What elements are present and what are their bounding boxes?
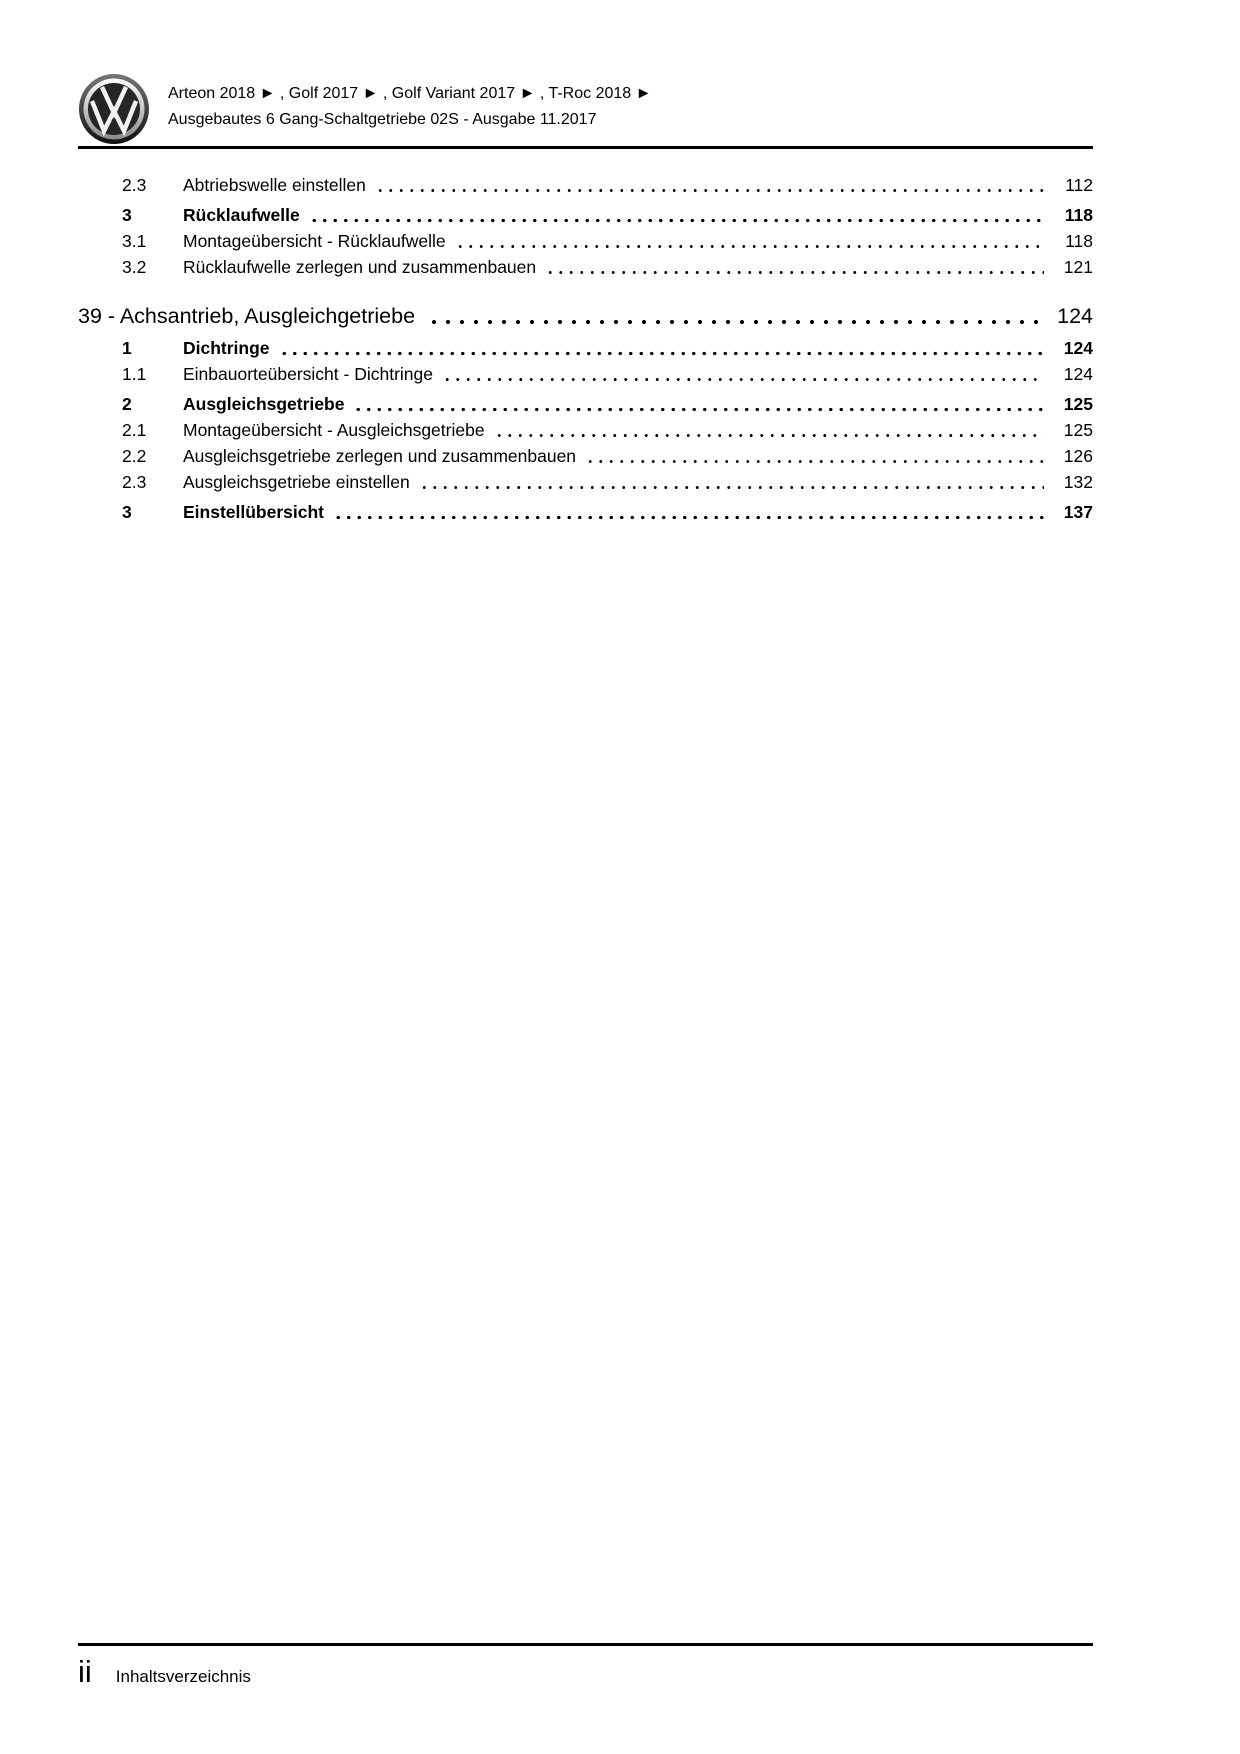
dotted-leader [353,407,1044,412]
footer-divider [78,1643,1093,1646]
header-text [168,75,1093,133]
toc-entry-number: 2.3 [122,175,147,195]
toc-entry-row[interactable] [78,228,1093,254]
toc-entry-row[interactable] [78,361,1093,387]
toc-entry-page: 124 [1057,304,1093,328]
toc-chapter-row[interactable] [78,301,1093,331]
toc-entry-number: 3.2 [122,257,147,277]
toc-entry-row[interactable] [78,469,1093,495]
toc-entry-page: 121 [1063,257,1093,277]
toc-entry-number: 2.1 [122,420,147,440]
toc-entry-row[interactable] [78,335,1093,361]
toc-entry-number: 2 [122,394,132,414]
toc-entry-number: 3 [122,502,132,522]
toc-entry-page: 126 [1063,446,1093,466]
page-footer [78,1652,251,1692]
toc-entry-page: 125 [1063,420,1093,440]
page-header [78,75,1093,133]
toc-entry-number: 2.3 [122,472,147,492]
toc-entry-page: 124 [1063,338,1093,358]
toc-entry-row[interactable] [78,254,1093,280]
toc-entry-number: 3 [122,205,132,225]
header-models-line: Arteon 2018 ► , Golf 2017 ► , Golf Variant 2017 ► , T-Roc 2018 ► [168,85,652,102]
header-subtitle-line: Ausgebautes 6 Gang-Schaltgetriebe 02S - Ausgabe 11.2017 [168,111,597,128]
toc-entry-title: Abtriebswelle einstellen [183,175,366,195]
toc-entry-title: Ausgleichsgetriebe [183,394,345,414]
toc-entry-number: 2.2 [122,446,147,466]
header-divider [78,146,1093,149]
dotted-leader [455,244,1044,249]
toc-entry-row[interactable] [78,417,1093,443]
toc-entry-title: Montageübersicht - Ausgleichsgetriebe [183,420,485,440]
toc-entry-page: 124 [1063,364,1093,384]
toc-entry-title: Einstellübersicht [183,502,325,522]
toc-entry-row[interactable] [78,391,1093,417]
toc-entry-row[interactable] [78,202,1093,228]
toc-entry-title: 39 - Achsantrieb, Ausgleichgetriebe [78,304,416,328]
toc-entry-page: 125 [1063,394,1093,414]
footer-page-number: ii [78,1654,92,1689]
toc-entry-number: 1.1 [122,364,147,384]
footer-section-label: Inhaltsverzeichnis [115,1667,251,1686]
dotted-leader [442,377,1044,382]
dotted-leader [494,433,1044,438]
dotted-leader [419,485,1044,490]
toc-entry-page: 118 [1064,205,1093,225]
toc-entry-title: Dichtringe [183,338,270,358]
toc-entry-row[interactable] [78,499,1093,525]
toc-entry-row[interactable] [78,443,1093,469]
dotted-leader [309,218,1044,223]
toc-entry-row[interactable] [78,172,1093,198]
dotted-leader [333,515,1044,520]
toc [78,172,1093,525]
dotted-leader [375,188,1044,193]
toc-entry-page: 112 [1065,175,1093,195]
toc-entry-title: Montageübersicht - Rücklaufwelle [183,231,446,251]
dotted-leader [545,270,1044,275]
dotted-leader [427,319,1045,325]
toc-entry-title: Rücklaufwelle [183,205,300,225]
toc-entry-title: Ausgleichsgetriebe einstellen [183,472,410,492]
toc-entry-page: 118 [1065,231,1093,251]
toc-entry-number: 3.1 [122,231,147,251]
toc-entry-title: Einbauorteübersicht - Dichtringe [183,364,433,384]
toc-entry-page: 132 [1063,472,1093,492]
toc-entry-number: 1 [122,338,132,358]
toc-entry-title: Ausgleichsgetriebe zerlegen und zusammenbauen [183,446,577,466]
vw-logo-icon [78,73,150,145]
dotted-leader [279,351,1044,356]
toc-entry-page: 137 [1063,502,1093,522]
dotted-leader [585,459,1044,464]
toc-entry-title: Rücklaufwelle zerlegen und zusammenbauen [183,257,537,277]
